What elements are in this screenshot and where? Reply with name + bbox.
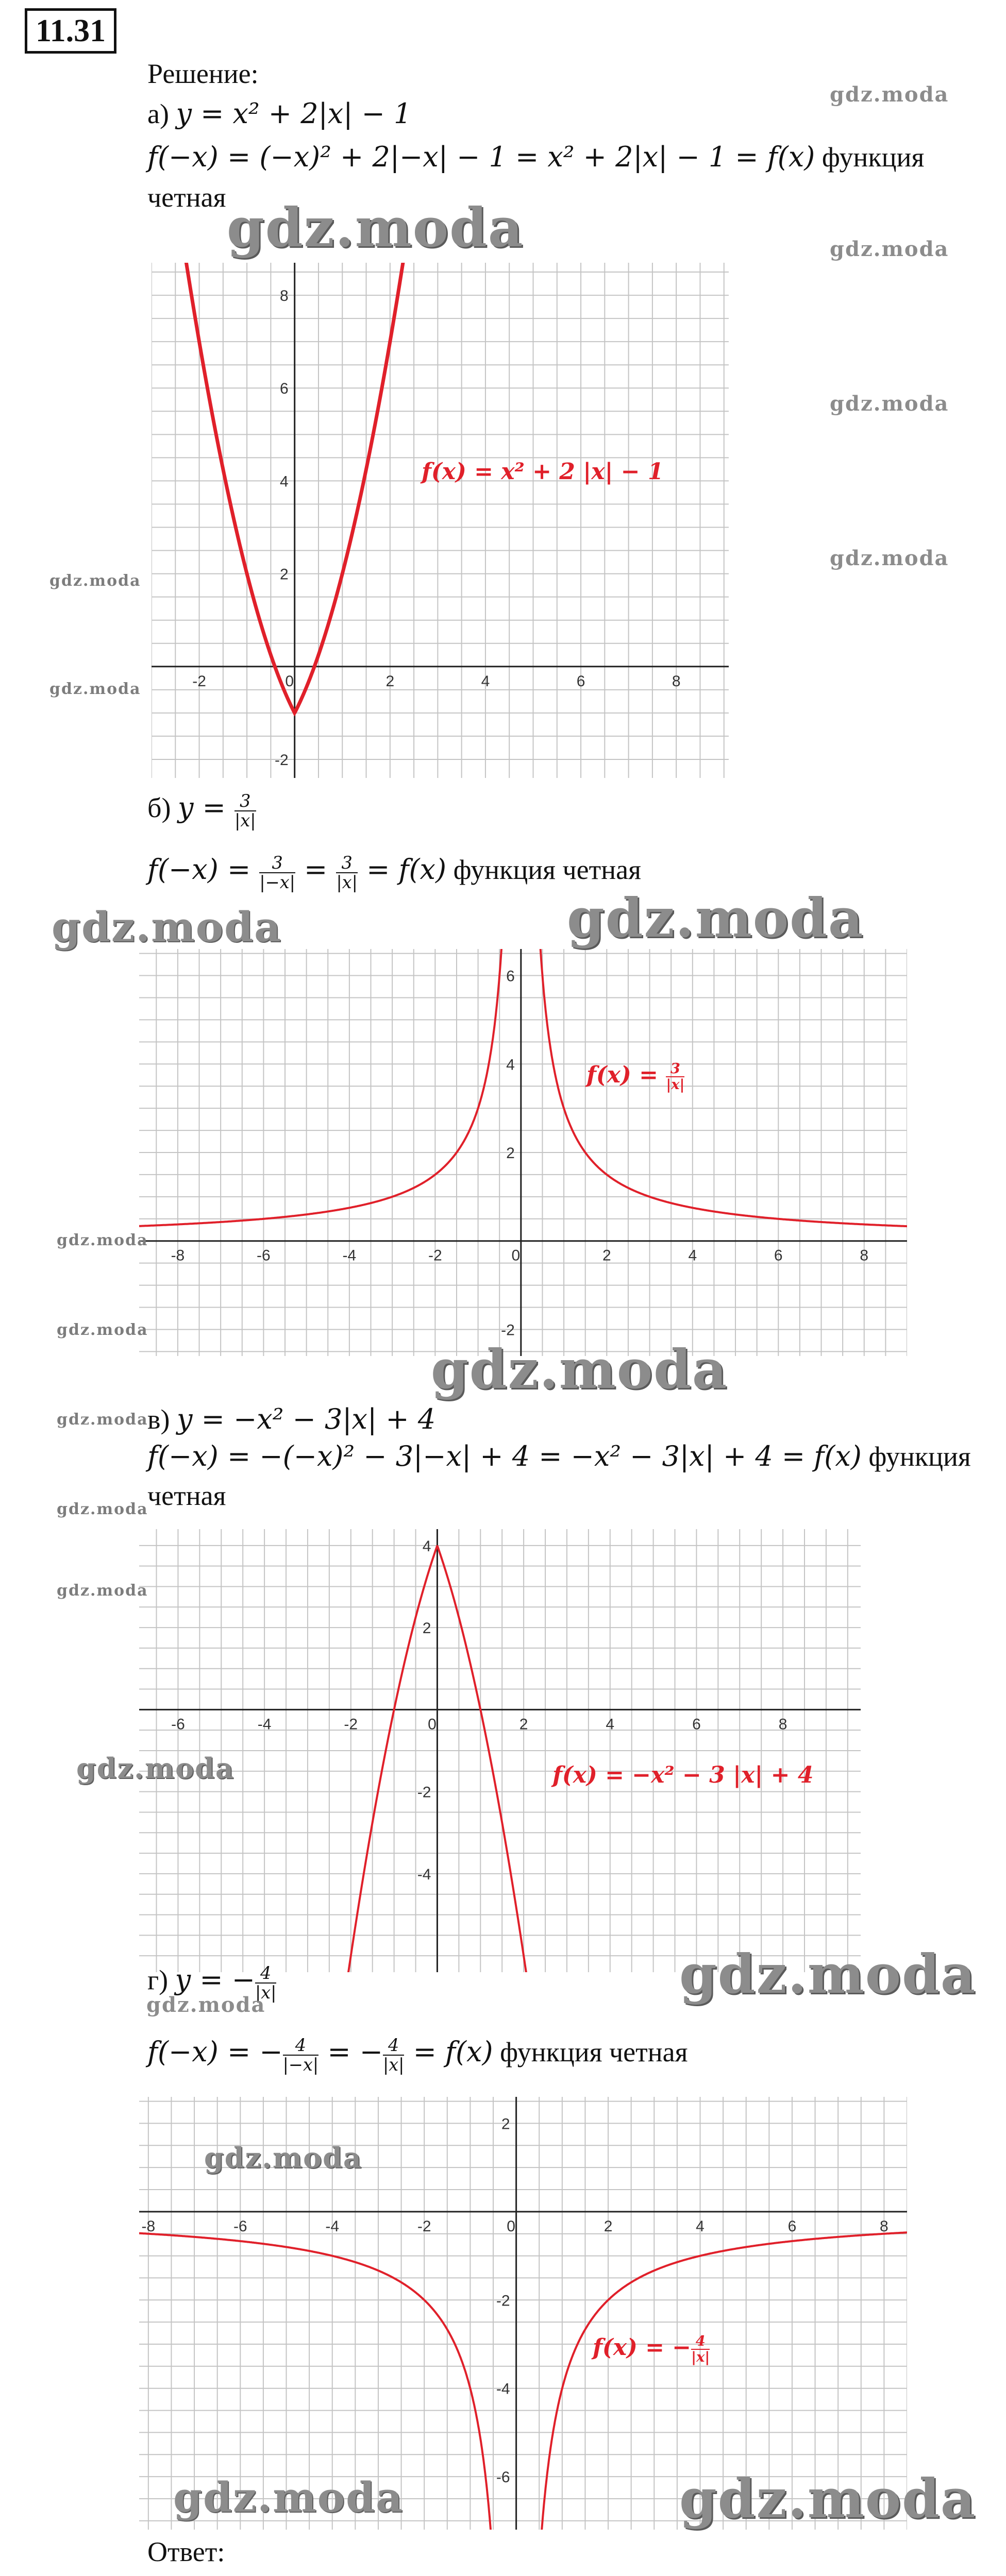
part-c-suffix: функция — [868, 1441, 971, 1472]
part-d-line2 — [147, 2035, 688, 2074]
part-d-lhs: y = − — [175, 1963, 255, 1996]
part-b-num: 3 — [234, 792, 256, 811]
part-c-line3: четная — [147, 1480, 226, 1511]
x-tick-label: 4 — [606, 1716, 615, 1733]
part-c-line1 — [147, 1402, 435, 1436]
x-tick-label: 8 — [672, 672, 681, 690]
x-tick-label: 6 — [787, 2217, 797, 2235]
graph-b-label — [586, 1061, 684, 1092]
graph-d-label-den: |x| — [691, 2348, 710, 2365]
watermark: gdz.moda — [431, 1337, 728, 1401]
part-d-suffix: функция четная — [500, 2037, 688, 2067]
part-a-line1 — [147, 97, 411, 131]
watermark: gdz.moda — [57, 1411, 148, 1429]
part-b-suffix: функция четная — [453, 854, 641, 885]
part-d-line2-den2: |x| — [382, 2054, 405, 2075]
x-tick-label: -2 — [417, 2217, 431, 2235]
graph-b — [139, 949, 907, 1356]
part-d-line2-lhs: f(−x) = − — [147, 2036, 283, 2068]
y-tick-label: 2 — [506, 1145, 515, 1162]
part-d-line2-num1: 4 — [283, 2036, 318, 2055]
watermark: gdz.moda — [830, 546, 949, 570]
part-d-line2-den1: |−x| — [282, 2054, 319, 2075]
x-tick-label: 0 — [428, 1716, 437, 1733]
y-tick-label: -2 — [501, 1321, 515, 1339]
y-tick-label: -2 — [274, 751, 289, 769]
y-tick-label: 2 — [279, 566, 289, 583]
graph-a — [152, 263, 729, 778]
x-tick-label: 6 — [692, 1716, 701, 1733]
y-tick-label: -4 — [417, 1866, 431, 1883]
x-tick-label: 4 — [696, 2217, 705, 2235]
part-c-function: y = −x² − 3|x| + 4 — [176, 1403, 436, 1435]
part-a-prefix: а) — [147, 98, 176, 129]
problem-number: 11.31 — [25, 8, 116, 54]
y-tick-label: 2 — [501, 2115, 510, 2133]
x-tick-label: 8 — [880, 2217, 888, 2235]
watermark: gdz.moda — [57, 1500, 148, 1518]
part-c-prefix: в) — [147, 1404, 177, 1435]
graph-a-label: f(x) = x² + 2 |x| − 1 — [422, 459, 664, 485]
watermark: gdz.moda — [173, 2473, 404, 2521]
watermark: gdz.moda — [52, 903, 282, 951]
x-tick-label: 6 — [576, 672, 585, 690]
part-d-den: |x| — [255, 1982, 277, 2003]
watermark: gdz.moda — [49, 680, 141, 698]
part-b-line2-lhs: f(−x) = — [147, 853, 260, 886]
x-tick-label: 8 — [778, 1716, 787, 1733]
x-tick-label: -4 — [342, 1247, 357, 1264]
watermark: gdz.moda — [830, 237, 949, 261]
part-a-function: y = x² + 2|x| − 1 — [176, 97, 412, 130]
part-a-suffix: функция — [821, 142, 925, 173]
graph-b-label-num: 3 — [666, 1061, 684, 1077]
x-tick-label: -4 — [325, 2217, 340, 2235]
y-tick-label: 4 — [422, 1537, 431, 1555]
x-tick-label: -2 — [428, 1247, 442, 1264]
watermark: gdz.moda — [830, 392, 949, 416]
watermark: gdz.moda — [57, 1321, 148, 1339]
x-tick-label: 4 — [481, 672, 490, 690]
x-tick-label: -4 — [257, 1716, 272, 1733]
x-tick-label: 8 — [860, 1247, 869, 1264]
x-tick-label: 2 — [519, 1716, 528, 1733]
y-tick-label: 4 — [506, 1056, 515, 1074]
graph-d-label-num: 4 — [691, 2334, 710, 2350]
x-tick-label: -6 — [233, 2217, 247, 2235]
answer-text — [147, 2574, 412, 2576]
x-tick-label: 0 — [285, 672, 294, 690]
part-b-line2-rhs: = f(x) — [366, 853, 447, 886]
part-d-line2-num2: 4 — [383, 2036, 404, 2055]
part-d-line2-rhs: = f(x) — [413, 2036, 493, 2068]
x-tick-label: -8 — [171, 1247, 185, 1264]
watermark: gdz.moda — [204, 2141, 362, 2174]
part-b-line2-num2: 3 — [336, 854, 357, 873]
y-tick-label: 6 — [506, 968, 515, 985]
part-b-prefix: б) — [147, 792, 178, 823]
part-c-parity-check: f(−x) = −(−x)² − 3|−x| + 4 = −x² − 3|x| + 4 = f(x) — [147, 1440, 862, 1472]
x-tick-label: 6 — [774, 1247, 783, 1264]
watermark: gdz.moda — [57, 1231, 148, 1249]
part-b-line2-num1: 3 — [259, 854, 295, 873]
answer-heading: Ответ: — [147, 2536, 225, 2567]
y-tick-label: 4 — [279, 473, 289, 490]
part-b-line2-den2: |x| — [336, 872, 358, 892]
y-tick-label: -6 — [496, 2469, 510, 2486]
function-curve — [139, 949, 507, 1226]
watermark: gdz.moda — [830, 82, 949, 107]
graph-d-label — [593, 2334, 710, 2364]
part-b-line1 — [147, 791, 256, 829]
graph-d-label-lhs: f(x) = − — [593, 2334, 692, 2361]
watermark: gdz.moda — [567, 886, 864, 950]
x-tick-label: -6 — [257, 1247, 271, 1264]
watermark: gdz.moda — [679, 1942, 977, 2006]
watermark: gdz.moda — [49, 572, 141, 590]
watermark: gdz.moda — [679, 2467, 977, 2530]
part-d-prefix: г) — [147, 1964, 175, 1995]
part-d-line2-mid: = − — [327, 2036, 383, 2068]
x-tick-label: -2 — [344, 1716, 358, 1733]
x-tick-label: 0 — [511, 1247, 521, 1264]
graph-b-label-den: |x| — [666, 1076, 685, 1093]
x-tick-label: -2 — [192, 672, 206, 690]
part-a-line3: четная — [147, 182, 226, 213]
x-tick-label: 4 — [688, 1247, 697, 1264]
y-tick-label: 8 — [279, 287, 289, 305]
x-tick-label: -8 — [141, 2217, 156, 2235]
part-c-line2 — [147, 1439, 971, 1473]
part-a-line2 — [147, 140, 924, 174]
watermark: gdz.moda — [146, 1993, 266, 2017]
y-tick-label: -2 — [417, 1784, 431, 1801]
part-b-line2-den1: |−x| — [259, 872, 295, 892]
x-tick-label: 2 — [385, 672, 395, 690]
part-a-parity-check: f(−x) = (−x)² + 2|−x| − 1 = x² + 2|x| − 1 = f(x) — [147, 141, 815, 173]
x-tick-label: 0 — [507, 2217, 515, 2235]
y-tick-label: 2 — [422, 1620, 431, 1637]
part-b-line2: f(−x) = $\frac{3}{|-x|}$ = $\frac{3}{|x|}$ = f(x) функция четная — [147, 853, 641, 892]
watermark: gdz.moda — [227, 196, 524, 259]
solution-heading: Решение: — [147, 58, 259, 89]
graph-c-label: f(x) = −x² − 3 |x| + 4 — [552, 1762, 814, 1788]
x-tick-label: 2 — [602, 1247, 611, 1264]
part-b-den: |x| — [234, 810, 256, 831]
watermark: gdz.moda — [57, 1582, 148, 1600]
graph-b-label-lhs: f(x) = — [586, 1062, 666, 1089]
part-d-num: 4 — [255, 1964, 276, 1983]
graph-c — [139, 1529, 861, 1972]
y-tick-label: 6 — [279, 380, 289, 398]
x-tick-label: 2 — [603, 2217, 613, 2235]
part-b-lhs: y = — [177, 791, 235, 824]
y-tick-label: -2 — [496, 2292, 510, 2310]
y-tick-label: -4 — [496, 2380, 510, 2398]
watermark: gdz.moda — [76, 1752, 234, 1785]
x-tick-label: -6 — [171, 1716, 185, 1733]
